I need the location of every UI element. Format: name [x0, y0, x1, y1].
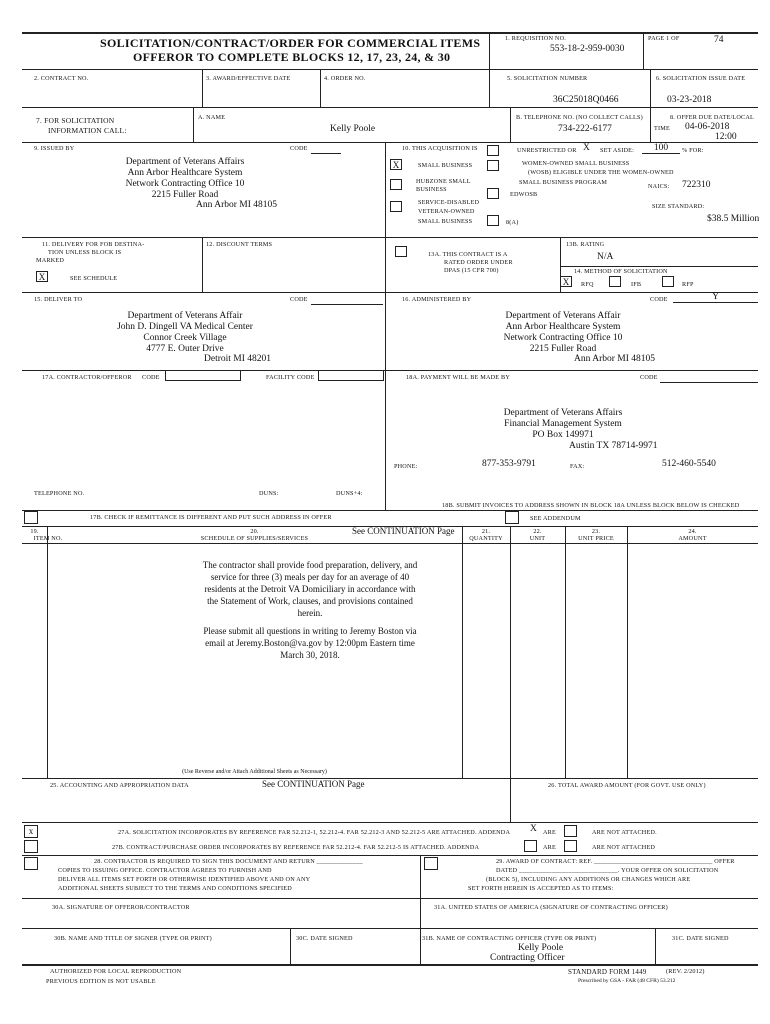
- naics-value: 722310: [682, 180, 711, 190]
- award-checkbox[interactable]: [424, 857, 438, 870]
- addenda-not-label: ARE NOT ATTACHED.: [592, 829, 657, 836]
- block29-text: SET FORTH HEREIN IS ACCEPTED AS TO ITEMS:: [468, 885, 614, 892]
- rule: [22, 778, 758, 779]
- footer-authorized: AUTHORIZED FOR LOCAL REPRODUCTION: [50, 968, 182, 975]
- duns4-label: DUNS+4:: [336, 490, 363, 497]
- rule: [22, 237, 758, 238]
- administered-by-line: Ann Arbor Healthcare System: [505, 322, 621, 332]
- time-label: TIME: [654, 125, 670, 132]
- rfp-checkbox[interactable]: [662, 276, 674, 287]
- administered-by-code-label: CODE: [650, 296, 668, 303]
- fob-label-3: MARKED: [36, 257, 65, 264]
- rule: [385, 142, 386, 510]
- rule: [420, 855, 421, 928]
- deliver-to-line: Department of Veterans Affair: [127, 311, 243, 321]
- rfp-label: RFP: [682, 281, 694, 288]
- description-line: service for three (3) meals per day for an average of 40: [210, 572, 410, 582]
- eight-a-label: 8(A): [506, 219, 519, 226]
- issue-date-label: 6. SOLICITATION ISSUE DATE: [656, 75, 746, 82]
- rule: [22, 928, 758, 929]
- contractor-label: 17A. CONTRACTOR/OFFEROR: [42, 374, 132, 381]
- rule: [420, 928, 421, 964]
- payment-city: Austin TX 78714-9971: [569, 441, 658, 451]
- wosb-checkbox[interactable]: [487, 160, 499, 171]
- contact-name: Kelly Poole: [330, 124, 376, 134]
- rated-order-checkbox[interactable]: [395, 246, 407, 257]
- col-amount: AMOUNT: [678, 535, 707, 542]
- addendum-checkbox[interactable]: [505, 511, 519, 524]
- rule: [202, 237, 203, 292]
- rule: [462, 526, 463, 778]
- wosb-label: WOMEN-OWNED SMALL BUSINESS: [522, 160, 630, 167]
- telephone-label: TELEPHONE NO.: [34, 490, 85, 497]
- solicitation-no-value: 36C25018Q0466: [553, 95, 619, 105]
- rating-label: 13B. RATING: [566, 241, 605, 248]
- requisition-label: 1. REQUISITION NO.: [505, 35, 567, 42]
- description-line: residents at the Detroit VA Domiciliary in accordance with: [204, 584, 416, 594]
- col24-num: 24.: [688, 528, 697, 535]
- contractor-code-field[interactable]: [165, 370, 241, 381]
- rfq-label: RFQ: [581, 281, 594, 288]
- form-subtitle: OFFEROR TO COMPLETE BLOCKS 12, 17, 23, 24, & 30: [133, 50, 451, 64]
- issued-by-line: Department of Veterans Affairs: [125, 157, 245, 167]
- solicitation-ref-label: 27A. SOLICITATION INCORPORATES BY REFERENCE FAR 52.212-1, 52.212-4. FAR 52.212-3 AND 52.212-5 ARE ATTACHED. ADDENDA: [118, 829, 511, 836]
- ifb-label: IFB: [631, 281, 642, 288]
- footer-prescribed: Prescribed by GSA - FAR (48 CFR) 53.212: [578, 978, 676, 984]
- contract-addenda-are-checkbox[interactable]: [524, 840, 537, 852]
- col-unit-price: UNIT PRICE: [578, 535, 614, 542]
- pct-for-label: % FOR:: [682, 147, 704, 154]
- rfq-mark: X: [562, 277, 570, 287]
- issued-by-line: 2215 Fuller Road: [151, 190, 219, 200]
- col-quantity: QUANTITY: [469, 535, 503, 542]
- co-name-label: 31B. NAME OF CONTRACTING OFFICER (TYPE OR PRINT): [422, 935, 597, 942]
- rule: [655, 928, 656, 964]
- rule: [47, 526, 48, 778]
- payment-line: PO Box 149971: [532, 430, 594, 440]
- payment-line: Financial Management System: [504, 419, 622, 429]
- rule: [22, 898, 758, 899]
- contract-addenda-not-checkbox[interactable]: [564, 840, 577, 852]
- administered-by-city: Ann Arbor MI 48105: [574, 354, 656, 364]
- page-label: PAGE 1 OF: [648, 35, 680, 42]
- offer-due-time: 12:00: [715, 132, 737, 142]
- issued-by-code-label: CODE: [290, 145, 308, 152]
- rated-order-label: 13A. THIS CONTRACT IS A: [428, 251, 508, 258]
- edwosb-label: EDWOSB: [510, 191, 538, 198]
- contract-ref-checkbox[interactable]: [24, 840, 38, 853]
- issued-by-line: Network Contracting Office 10: [125, 179, 245, 189]
- issued-by-label: 9. ISSUED BY: [34, 145, 75, 152]
- deliver-to-city: Detroit MI 48201: [204, 354, 272, 364]
- contact-phone: 734-222-6177: [558, 124, 612, 134]
- rated-order-label-3: DPAS (15 CFR 700): [444, 267, 499, 274]
- block29-text: DATED ______________________________. YOUR OFFER ON SOLICITATION: [496, 867, 719, 874]
- block29-text: 29. AWARD OF CONTRACT: REF. ____________________________________ OFFER: [496, 858, 735, 865]
- accounting-continuation[interactable]: See CONTINUATION Page: [262, 779, 365, 789]
- sdvosb-label-2: VETERAN-OWNED: [418, 208, 475, 215]
- rule: [290, 928, 291, 964]
- co-signature-label: 31A. UNITED STATES OF AMERICA (SIGNATURE OF CONTRACTING OFFICER): [434, 904, 668, 911]
- unrestricted-checkbox[interactable]: [487, 145, 499, 156]
- addenda-are-label: ARE: [543, 829, 556, 836]
- name-label: A. NAME: [198, 114, 226, 121]
- duns-label: DUNS:: [259, 490, 279, 497]
- small-business-mark: X: [392, 160, 400, 170]
- solicitation-ref-mark: x: [28, 826, 34, 836]
- phone-label: PHONE:: [394, 463, 418, 470]
- administered-by-line: Network Contracting Office 10: [503, 333, 623, 343]
- deliver-to-line: John D. Dingell VA Medical Center: [117, 322, 253, 332]
- col22-num: 22.: [533, 528, 542, 535]
- addenda-are-mark: X: [530, 824, 537, 834]
- size-standard-label: SIZE STANDARD:: [652, 203, 705, 210]
- description-line: email at Jeremy.Boston@va.gov by 12:00pm Eastern time: [205, 638, 415, 648]
- block28-text: COPIES TO ISSUING OFFICE. CONTRACTOR AGREES TO FURNISH AND: [58, 867, 272, 874]
- fob-label: 11. DELIVERY FOR FOB DESTINA-: [42, 241, 145, 248]
- contractor-sign-checkbox[interactable]: [24, 857, 38, 870]
- code-line: [660, 382, 758, 383]
- info-call-label: 7. FOR SOLICITATION: [36, 116, 115, 125]
- deliver-to-label: 15. DELIVER TO: [34, 296, 83, 303]
- rating-value: N/A: [597, 252, 614, 262]
- ifb-checkbox[interactable]: [609, 276, 621, 287]
- contract-no-label: 2. CONTRACT NO.: [34, 75, 89, 82]
- rule: [643, 32, 644, 69]
- rule: [22, 510, 758, 511]
- administered-by-line: 2215 Fuller Road: [529, 344, 597, 354]
- rated-order-label-2: RATED ORDER UNDER: [444, 259, 513, 266]
- col19-num: 19.: [30, 528, 39, 535]
- hubzone-label: HUBZONE SMALL: [416, 178, 471, 185]
- col-item-no: ITEM NO.: [33, 535, 63, 542]
- code-line: [311, 153, 341, 154]
- code-line: [311, 304, 383, 305]
- bottom-rule: [22, 964, 758, 966]
- description-line: The contractor shall provide food preparation, delivery, and: [202, 560, 418, 570]
- block28-text: 28. CONTRACTOR IS REQUIRED TO SIGN THIS DOCUMENT AND RETURN ______________: [94, 858, 363, 865]
- footer-revision: (REV. 2/2012): [666, 968, 705, 975]
- page-total: 74: [714, 35, 724, 45]
- requisition-value: 553-18-2-959-0030: [550, 44, 625, 54]
- wosb-label-2: (WOSB) ELIGIBLE UNDER THE WOMEN-OWNED: [528, 169, 674, 176]
- order-no-label: 4. ORDER NO.: [324, 75, 366, 82]
- rule: [22, 370, 758, 371]
- eight-a-checkbox[interactable]: [487, 215, 499, 226]
- rule: [22, 822, 758, 823]
- hubzone-label-2: BUSINESS: [416, 186, 447, 193]
- rule: [22, 855, 758, 856]
- reverse-note: (Use Reverse and/or Attach Additional Sheets as Necessary): [182, 769, 327, 775]
- facility-code-field[interactable]: [318, 370, 384, 381]
- block28-text: ADDITIONAL SHEETS SUBJECT TO THE TERMS AND CONDITIONS SPECIFIED: [58, 885, 292, 892]
- contractor-code-label: CODE: [142, 374, 160, 381]
- rule: [627, 526, 628, 778]
- col-unit: UNIT: [529, 535, 546, 542]
- continuation-link[interactable]: See CONTINUATION Page: [352, 526, 455, 536]
- form-title: SOLICITATION/CONTRACT/ORDER FOR COMMERCIAL ITEMS: [100, 36, 481, 50]
- rule: [650, 69, 651, 142]
- deliver-to-line: Connor Creek Village: [143, 333, 227, 343]
- contract-ref-label: 27B. CONTRACT/PURCHASE ORDER INCORPORATES BY REFERENCE FAR 52.212-4. FAR 52.212-5 IS ATTACHED. ADDENDA: [112, 844, 480, 851]
- contract-addenda-not-label: ARE NOT ATTACHED: [592, 844, 656, 851]
- rule: [22, 107, 758, 108]
- contract-addenda-are-label: ARE: [543, 844, 556, 851]
- edwosb-checkbox[interactable]: [487, 188, 499, 199]
- deliver-to-code-label: CODE: [290, 296, 308, 303]
- description-line: Please submit all questions in writing to Jeremy Boston via: [203, 626, 417, 636]
- acquisition-label: 10. THIS ACQUISITION IS: [402, 145, 478, 152]
- info-call-label-2: INFORMATION CALL:: [48, 126, 127, 135]
- administered-by-label: 16. ADMINISTERED BY: [402, 296, 472, 303]
- col20-num: 20.: [250, 528, 259, 535]
- rule: [22, 543, 758, 544]
- method-label: 14. METHOD OF SOLICITATION: [574, 268, 668, 275]
- unrestricted-label: UNRESTRICTED OR: [517, 147, 577, 154]
- phone-label: B. TELEPHONE NO. (NO COLLECT CALLS): [516, 114, 643, 121]
- size-standard-value: $38.5 Million: [707, 214, 760, 224]
- block28-text: DELIVER ALL ITEMS SET FORTH OR OTHERWISE IDENTIFIED ABOVE AND ON ANY: [58, 876, 311, 883]
- remittance-checkbox[interactable]: [24, 511, 38, 524]
- award-date-label: 3. AWARD/EFFECTIVE DATE: [206, 75, 291, 82]
- rule: [489, 32, 490, 107]
- payment-fax: 512-460-5540: [662, 459, 716, 469]
- remittance-label: 17B. CHECK IF REMITTANCE IS DIFFERENT AND PUT SUCH ADDRESS IN OFFER: [90, 514, 332, 521]
- rule: [22, 69, 758, 70]
- administered-by-code: Y: [673, 292, 758, 303]
- sdvosb-checkbox[interactable]: [390, 201, 402, 212]
- col-supplies: SCHEDULE OF SUPPLIES/SERVICES: [200, 535, 309, 542]
- co-date-label: 31C. DATE SIGNED: [672, 935, 729, 942]
- fax-label: FAX:: [570, 463, 585, 470]
- rule: [22, 292, 758, 293]
- rule: [560, 266, 758, 267]
- submit-invoice-label: 18B. SUBMIT INVOICES TO ADDRESS SHOWN IN BLOCK 18A UNLESS BLOCK BELOW IS CHECKED: [442, 502, 740, 509]
- wosb-label-3: SMALL BUSINESS PROGRAM: [519, 179, 608, 186]
- payment-phone: 877-353-9791: [482, 459, 536, 469]
- description-line: the Statement of Work, clauses, and provisions contained: [207, 596, 413, 606]
- offer-due-label: 8. OFFER DUE DATE/LOCAL: [670, 114, 755, 121]
- small-business-label: SMALL BUSINESS: [418, 162, 473, 169]
- small-business-checkbox[interactable]: [390, 159, 402, 170]
- issued-by-line: Ann Arbor Healthcare System: [127, 168, 243, 178]
- see-schedule-checkbox[interactable]: [36, 271, 48, 282]
- rule: [193, 107, 194, 142]
- addenda-not-checkbox[interactable]: [564, 825, 577, 837]
- addendum-label: SEE ADDENDUM: [530, 515, 581, 522]
- block29-text: (BLOCK 5), INCLUDING ANY ADDITIONS OR CHANGES WHICH ARE: [486, 876, 691, 883]
- col23-num: 23.: [591, 528, 601, 535]
- co-name: Kelly Poole: [518, 943, 564, 953]
- administered-by-line: Department of Veterans Affair: [505, 311, 621, 321]
- total-award-label: 26. TOTAL AWARD AMOUNT (FOR GOVT. USE ONLY): [548, 782, 706, 789]
- solicitation-no-label: 5. SOLICITATION NUMBER: [507, 75, 588, 82]
- fob-label-2: TION UNLESS BLOCK IS: [48, 249, 122, 256]
- see-schedule-mark: X: [38, 272, 46, 282]
- rule: [510, 107, 511, 142]
- rule: [565, 526, 566, 778]
- set-aside-pct[interactable]: 100: [642, 143, 680, 154]
- top-rule: [22, 32, 758, 34]
- naics-label: NAICS:: [648, 183, 670, 190]
- see-schedule-label: SEE SCHEDULE: [70, 275, 118, 282]
- payment-label: 18A. PAYMENT WILL BE MADE BY: [406, 374, 511, 381]
- set-aside-label: SET ASIDE:: [600, 147, 635, 154]
- rfq-checkbox[interactable]: [560, 276, 572, 287]
- rule: [202, 69, 203, 107]
- sdvosb-label-3: SMALL BUSINESS: [418, 218, 473, 225]
- deliver-to-line: 4777 E. Outer Drive: [146, 344, 224, 354]
- sdvosb-label: SERVICE-DISABLED: [418, 199, 480, 206]
- facility-code-label: FACILITY CODE: [266, 374, 315, 381]
- hubzone-checkbox[interactable]: [390, 179, 402, 190]
- signer-name-label: 30B. NAME AND TITLE OF SIGNER (TYPE OR PRINT): [54, 935, 212, 942]
- footer-form-no: STANDARD FORM 1449: [568, 968, 647, 976]
- rule: [510, 526, 511, 822]
- rule: [320, 69, 321, 107]
- payment-line: Department of Veterans Affairs: [503, 408, 623, 418]
- discount-terms-label: 12. DISCOUNT TERMS: [206, 241, 273, 248]
- unrestricted-mark: X: [583, 143, 590, 153]
- issue-date-value: 03-23-2018: [667, 95, 712, 105]
- solicitation-ref-checkbox[interactable]: [24, 825, 38, 838]
- footer-previous: PREVIOUS EDITION IS NOT USABLE: [46, 978, 156, 985]
- issued-by-city: Ann Arbor MI 48105: [196, 200, 278, 210]
- col21-num: 21.: [481, 528, 491, 535]
- offer-due-date: 04-06-2018: [685, 122, 730, 132]
- description-line: herein.: [297, 608, 323, 618]
- accounting-label: 25. ACCOUNTING AND APPROPRIATION DATA: [50, 782, 189, 789]
- co-title: Contracting Officer: [490, 953, 565, 963]
- offeror-signature-label: 30A. SIGNATURE OF OFFEROR/CONTRACTOR: [52, 904, 190, 911]
- signer-date-label: 30C. DATE SIGNED: [296, 935, 353, 942]
- description-line: March 30, 2018.: [280, 650, 340, 660]
- payment-code-label: CODE: [640, 374, 658, 381]
